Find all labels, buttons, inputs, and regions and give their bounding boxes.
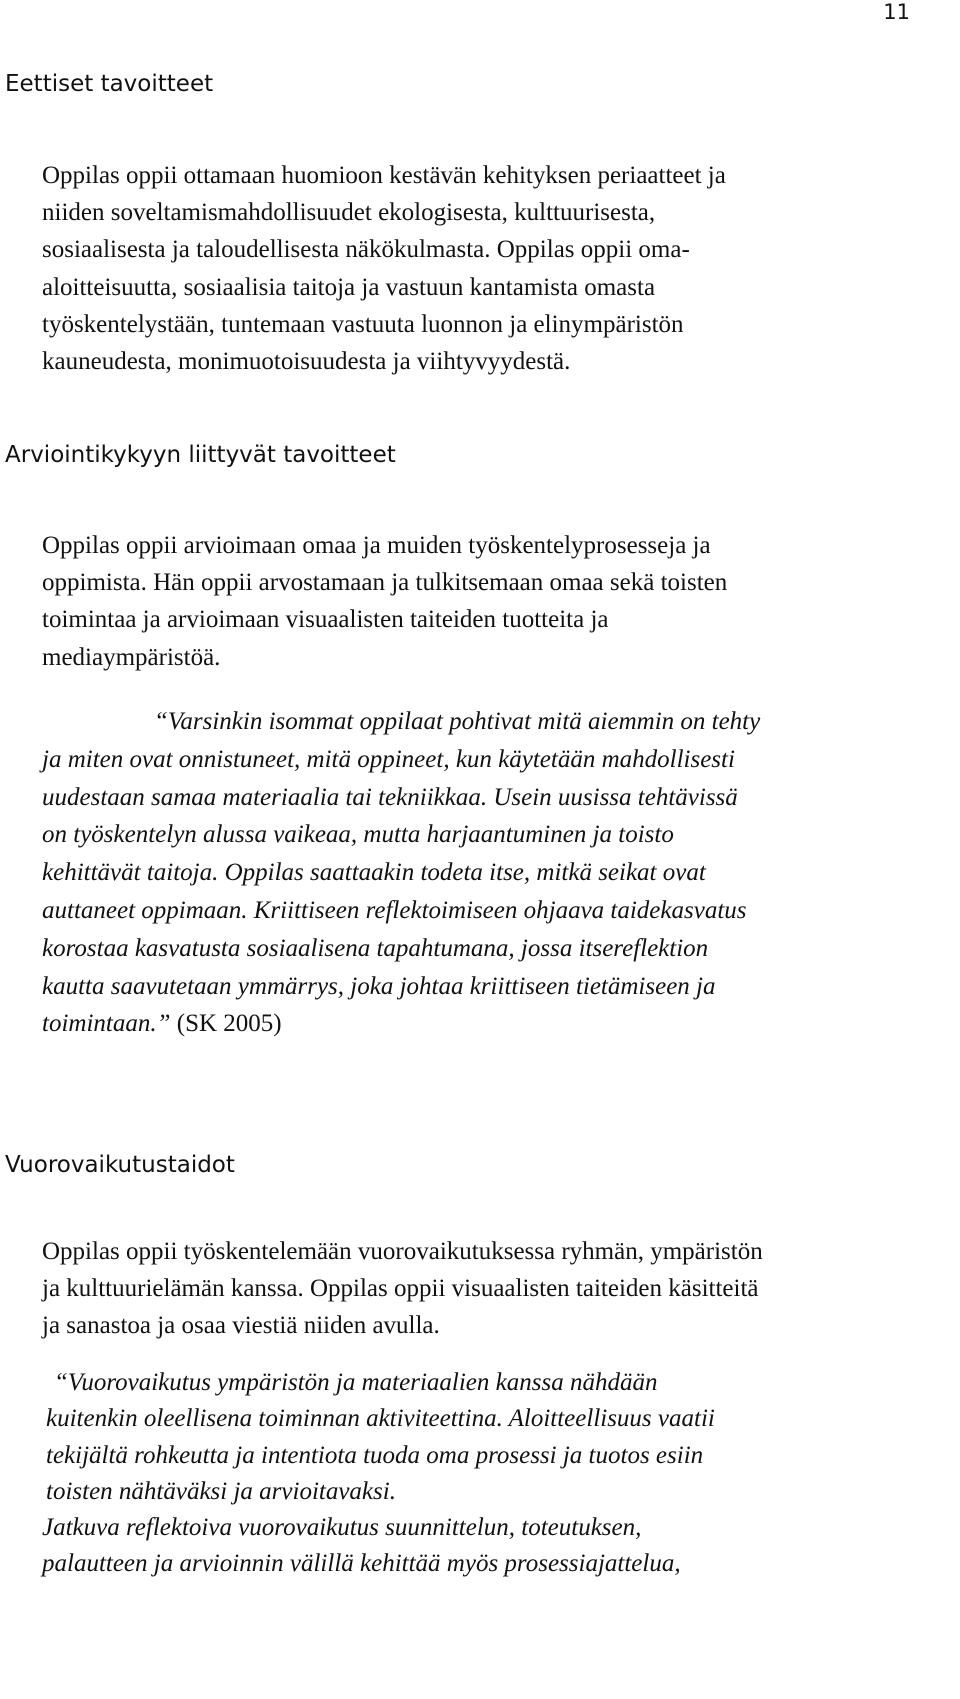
quote-line: toisten nähtäväksi ja arvioitavaksi. bbox=[46, 1477, 396, 1505]
quote-line: ja miten ovat onnistuneet, mitä oppineet, kun käytetään mahdollisesti bbox=[42, 745, 735, 773]
quote-line: kehittävät taitoja. Oppilas saattaakin todeta itse, mitkä seikat ovat bbox=[42, 859, 706, 887]
ethics-paragraph bbox=[42, 157, 726, 380]
section-heading-interaction: Vuorovaikutustaidot bbox=[5, 1152, 235, 1178]
text-line: Oppilas oppii ottamaan huomioon kestävän kehityksen periaatteet ja bbox=[42, 162, 726, 189]
section-heading-ethics: Eettiset tavoitteet bbox=[5, 71, 214, 97]
quote-line-last bbox=[42, 1005, 760, 1043]
quote-line: on työskentelyn alussa vaikeaa, mutta harjaantuminen ja toisto bbox=[42, 821, 674, 849]
text-line: kauneudesta, monimuotoisuudesta ja viihtyvyydestä. bbox=[42, 348, 571, 376]
quote-line: kautta saavutetaan ymmärrys, joka johtaa kriittiseen tietämiseen ja bbox=[42, 972, 716, 1000]
quote-line: korostaa kasvatusta sosiaalisena tapahtumana, jossa itsereflektion bbox=[42, 934, 709, 962]
assessment-paragraph bbox=[42, 527, 727, 676]
quote-line: Jatkuva reflektoiva vuorovaikutus suunnittelun, toteutuksen, bbox=[42, 1514, 642, 1542]
quote-line: “Vuorovaikutus ympäristön ja materiaalien kanssa nähdään bbox=[54, 1369, 658, 1396]
quote-line: “Varsinkin isommat oppilaat pohtivat mitä aiemmin on tehty bbox=[154, 708, 761, 735]
text-line: toimintaa ja arvioimaan visuaalisten taiteiden tuotteita ja bbox=[42, 606, 609, 634]
text-line: niiden soveltamismahdollisuudet ekologisesta, kulttuurisesta, bbox=[42, 199, 656, 227]
text-line: sosiaalisesta ja taloudellisesta näkökulmasta. Oppilas oppii oma- bbox=[42, 236, 690, 264]
text-line: ja sanastoa ja osaa viestiä niiden avulla. bbox=[42, 1312, 440, 1340]
text-line: Oppilas oppii arvioimaan omaa ja muiden työskentelyprosesseja ja bbox=[42, 532, 711, 559]
text-line: oppimista. Hän oppii arvostamaan ja tulkitsemaan omaa sekä toisten bbox=[42, 569, 728, 597]
quote-line: uudestaan samaa materiaalia tai tekniikkaa. Usein uusissa tehtävissä bbox=[42, 783, 738, 811]
text-line: ja kulttuurielämän kanssa. Oppilas oppii visuaalisten taiteiden käsitteitä bbox=[42, 1275, 759, 1303]
quote-line: tekijältä rohkeutta ja intentiota tuoda oma prosessi ja tuotos esiin bbox=[46, 1441, 704, 1469]
section-heading-assessment: Arviointikykyyn liittyvät tavoitteet bbox=[5, 442, 396, 468]
text-line: mediaympäristöä. bbox=[42, 643, 221, 671]
citation: (SK 2005) bbox=[176, 1010, 282, 1038]
text-line: työskentelystään, tuntemaan vastuuta luonnon ja elinympäristön bbox=[42, 310, 684, 338]
quote-end: toimintaan.” bbox=[42, 1010, 171, 1038]
quote-line: palautteen ja arvioinnin välillä kehittää myös prosessiajattelua, bbox=[42, 1550, 681, 1578]
assessment-quote bbox=[42, 703, 760, 1043]
page-number: 11 bbox=[883, 0, 910, 24]
interaction-quote bbox=[42, 1365, 715, 1583]
quote-line: auttaneet oppimaan. Kriittiseen reflektoimiseen ohjaava taidekasvatus bbox=[42, 896, 747, 924]
quote-line: kuitenkin oleellisena toiminnan aktiviteettina. Aloitteellisuus vaatii bbox=[46, 1405, 715, 1433]
text-line: aloitteisuutta, sosiaalisia taitoja ja vastuun kantamista omasta bbox=[42, 273, 656, 301]
text-line: Oppilas oppii työskentelemään vuorovaikutuksessa ryhmän, ympäristön bbox=[42, 1238, 763, 1265]
interaction-paragraph bbox=[42, 1233, 763, 1345]
